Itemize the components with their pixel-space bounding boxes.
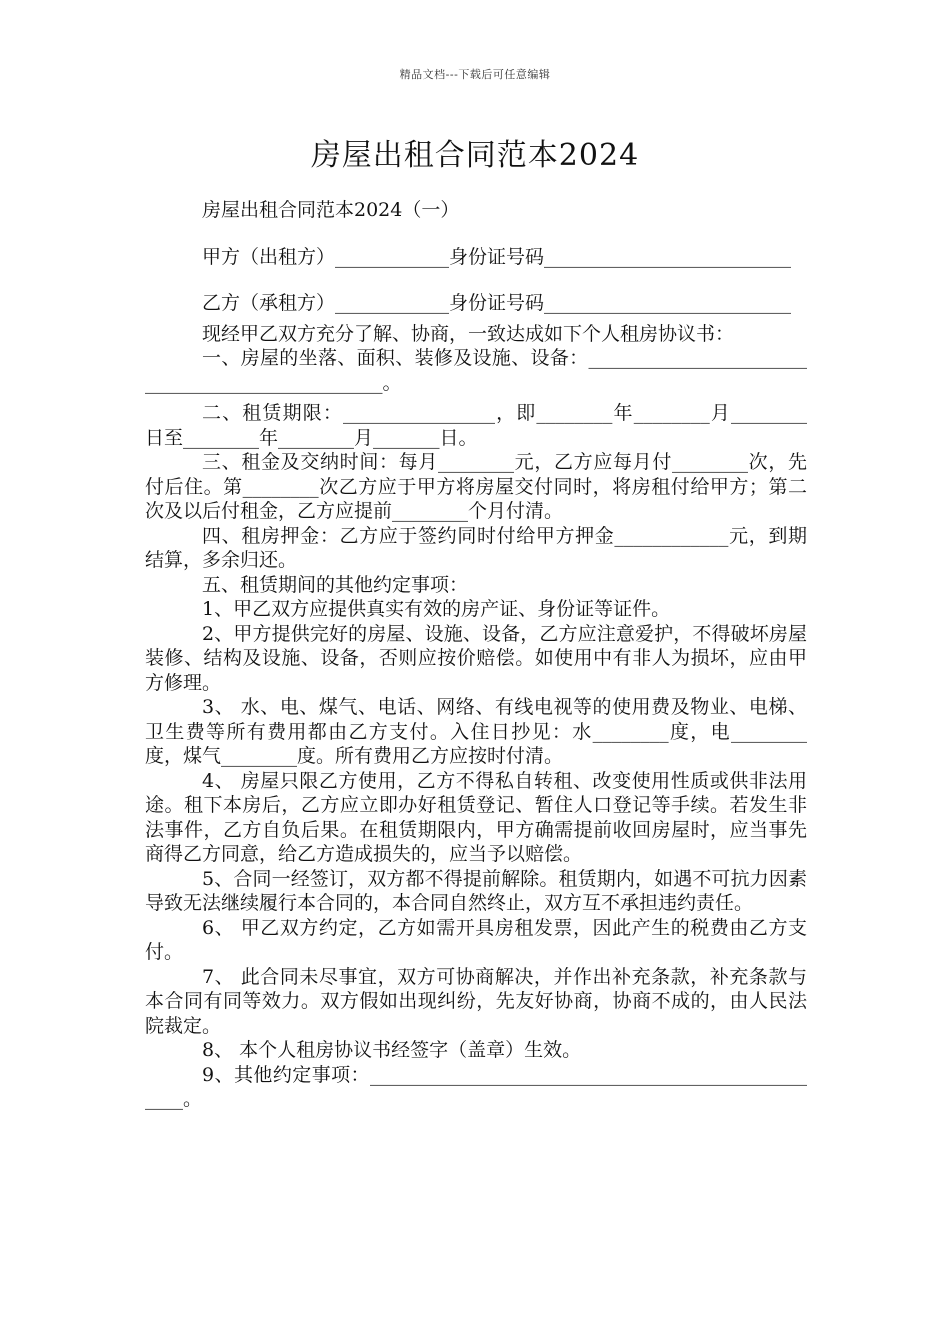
clause-other-heading: 五、租赁期间的其他约定事项： [202, 573, 469, 596]
sub-clause-8: 8、 本个人租房协议书经签字（盖章）生效。 [202, 1039, 582, 1061]
clause-rent: 三、租金及交纳时间：每月________元，乙方应每月付________次，先付后住。第________次乙方应于甲方将房屋交付同时，将房租付给甲方；第二次及以后付租金，乙方应提前________个月付清。 [145, 451, 807, 522]
sub-clause-4: 4、 房屋只限乙方使用，乙方不得私自转租、改变使用性质或供非法用途。租下本房后，乙方应立即办好租赁登记、暂住人口登记等手续。若发生非法事件，乙方自负后果。在租赁期限内，甲方确需提前收回房屋时，应当事先商得乙方同意，给乙方造成损失的，应当予以赔偿。 [145, 769, 807, 865]
clause-location: 一、房屋的坐落、面积、装修及设施、设备：________________________________________________。 [145, 347, 807, 394]
party-b-line: 乙方（承租方）____________身份证号码__________________________ [202, 292, 792, 314]
document-title: 房屋出租合同范本2024 [310, 138, 640, 173]
sub-clause-9: 9、其他约定事项：__________________________________________________。 [145, 1063, 807, 1110]
sub-clause-2: 2、甲方提供完好的房屋、设施、设备，乙方应注意爱护，不得破坏房屋装修、结构及设施、设备，否则应按价赔偿。如使用中有非人为损坏，应由甲方修理。 [145, 622, 807, 694]
sub-clause-5: 5、合同一经签订，双方都不得提前解除。租赁期内，如遇不可抗力因素导致无法继续履行本合同的，本合同自然终止，双方互不承担违约责任。 [145, 867, 807, 914]
sub-clause-1: 1、甲乙双方应提供真实有效的房产证、身份证等证件。 [202, 598, 671, 620]
sub-clause-6: 6、 甲乙双方约定，乙方如需开具房租发票，因此产生的税费由乙方支付。 [145, 916, 807, 963]
intro-paragraph: 现经甲乙双方充分了解、协商，一致达成如下个人租房协议书： [202, 322, 735, 345]
sub-clause-3: 3、 水、电、煤气、电话、网络、有线电视等的使用费及物业、电梯、卫生费等所有费用都由乙方支付。入住日抄见：水________度，电________度，煤气________度。所有费用乙方应按时付清。 [145, 696, 807, 767]
section-heading: 房屋出租合同范本2024（一） [202, 199, 460, 221]
clause-deposit: 四、租房押金：乙方应于签约同时付给甲方押金____________元，到期结算，多余归还。 [145, 524, 807, 571]
party-a-line: 甲方（出租方）____________身份证号码__________________________ [202, 245, 792, 268]
header-note: 精品文档---下载后可任意编辑 [399, 68, 551, 81]
contract-body [145, 198, 807, 1112]
clause-term: 二、租赁期限：________________，即________年________月________日至________年________月_______日。 [145, 402, 807, 449]
sub-clause-7: 7、 此合同未尽事宜，双方可协商解决，并作出补充条款，补充条款与本合同有同等效力。双方假如出现纠纷，先友好协商，协商不成的，由人民法院裁定。 [145, 965, 807, 1037]
